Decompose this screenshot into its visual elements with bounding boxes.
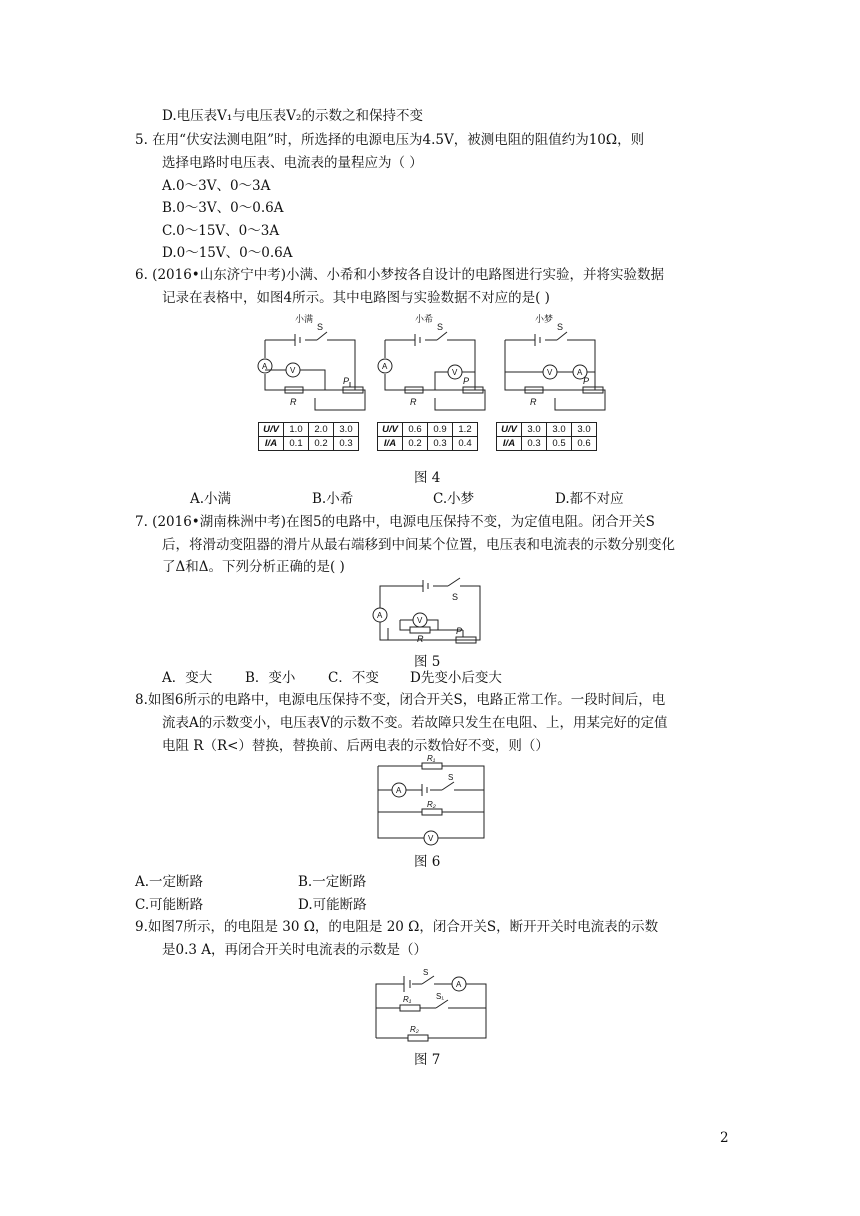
q5-stem-line1: 5. 在用“伏安法测电阻”时，所选择的电源电压为4.5V，被测电阻的阻值约为10Ω，则 — [135, 132, 645, 148]
q6-option-c: C.小梦 — [433, 491, 475, 507]
q9-stem-line1: 9.如图7所示，的电阻是 30 Ω，的电阻是 20 Ω，闭合开关S，断开开关时电流表的示数 — [135, 919, 659, 935]
q6-option-d: D.都不对应 — [555, 491, 624, 507]
svg-text:R: R — [417, 634, 424, 644]
svg-text:A: A — [382, 362, 388, 371]
q7-option-d: D先变小后变大 — [410, 670, 502, 686]
q6-option-b: B.小希 — [312, 491, 354, 507]
circuit-xiaoman — [258, 332, 365, 410]
svg-text:P: P — [456, 626, 463, 636]
table-xiaomeng: U/V 3.0 3.0 3.0 I/A 0.3 0.5 0.6 — [496, 422, 597, 451]
table-xiaoxi: U/V 0.6 0.9 1.2 I/A 0.2 0.3 0.4 — [377, 422, 478, 451]
svg-text:A: A — [396, 786, 402, 795]
q8-option-d: D.可能断路 — [298, 897, 367, 913]
svg-text:S: S — [452, 592, 459, 602]
circuit-xiaoxi — [378, 332, 485, 410]
table-xiaoman: U/V 1.0 2.0 3.0 I/A 0.1 0.2 0.3 — [258, 422, 359, 451]
q6-stem-line2: 记录在表格中，如图4所示。其中电路图与实验数据不对应的是( ) — [162, 290, 550, 306]
svg-text:A: A — [577, 368, 583, 377]
figure-4-circuits — [255, 310, 615, 420]
q7-option-c: C．不变 — [328, 670, 379, 686]
svg-text:R: R — [530, 397, 537, 407]
q7-option-a: A．变大 — [162, 670, 213, 686]
svg-text:P: P — [343, 376, 350, 386]
svg-text:P: P — [583, 376, 590, 386]
q5-option-c: C.0～15V、0～3A — [162, 223, 280, 239]
figure-5-circuit — [368, 578, 488, 648]
q5-stem-line2: 选择电路时电压表、电流表的量程应为（ ） — [162, 155, 423, 171]
q6-stem-line1: 6. (2016•山东济宁中考)小满、小希和小梦按各自设计的电路图进行实验，并将实验数据 — [135, 267, 665, 283]
svg-text:V: V — [290, 366, 296, 375]
figure-6-circuit — [372, 754, 490, 848]
q8-stem-line2: 流表A的示数变小，电压表V的示数不变。若故障只发生在电阻、上，用某完好的定值 — [162, 715, 668, 731]
q9-stem-line2: 是0.3 A，再闭合开关时电流表的示数是（） — [162, 942, 428, 958]
q5-option-d: D.0～15V、0～0.6A — [162, 245, 293, 261]
svg-text:P: P — [463, 376, 470, 386]
q5-option-a: A.0～3V、0～3A — [162, 178, 271, 194]
svg-text:R: R — [410, 397, 417, 407]
svg-text:S: S — [317, 322, 324, 332]
figure-4-caption: 图 4 — [414, 470, 441, 486]
svg-text:V: V — [452, 368, 458, 377]
svg-text:V: V — [547, 368, 553, 377]
figure-7-circuit — [370, 962, 492, 1046]
svg-text:R₁: R₁ — [403, 995, 412, 1004]
page-number: 2 — [720, 1130, 729, 1146]
svg-text:S: S — [448, 773, 454, 782]
q8-option-a: A.一定断路 — [135, 874, 204, 890]
q8-option-b: B.一定断路 — [298, 874, 367, 890]
q6-option-a: A.小满 — [190, 491, 232, 507]
q5-option-b: B.0～3V、0～0.6A — [162, 200, 284, 216]
figure-7-caption: 图 7 — [414, 1052, 441, 1068]
q8-option-c: C.可能断路 — [135, 897, 204, 913]
svg-text:R: R — [290, 397, 297, 407]
svg-text:V: V — [428, 834, 434, 843]
svg-text:R₂: R₂ — [427, 800, 436, 809]
svg-text:A: A — [377, 611, 383, 620]
svg-text:S₁: S₁ — [436, 992, 445, 1001]
q7-stem-line2: 后，将滑动变阻器的滑片从最右端移到中间某个位置，电压表和电流表的示数分别变化 — [162, 537, 675, 553]
q7-option-b: B．变小 — [245, 670, 296, 686]
name-xiaoxi: 小希 — [415, 314, 434, 324]
q7-stem-line1: 7. (2016•湖南株洲中考)在图5的电路中，电源电压保持不变，为定值电阻。闭合开关S — [135, 514, 655, 530]
svg-text:S: S — [423, 968, 429, 977]
q8-stem-line1: 8.如图6所示的电路中，电源电压保持不变，闭合开关S，电路正常工作。一段时间后，电 — [135, 692, 666, 708]
svg-text:A: A — [262, 362, 268, 371]
svg-text:R₂: R₂ — [410, 1025, 419, 1034]
q8-stem-line3: 电阻 R（R<）替换，替换前、后两电表的示数恰好不变，则（） — [162, 738, 549, 754]
svg-text:A: A — [456, 980, 462, 989]
figure-6-caption: 图 6 — [414, 854, 441, 870]
name-xiaoman: 小满 — [295, 314, 314, 324]
svg-text:S: S — [437, 322, 444, 332]
q4-option-d: D.电压表V₁与电压表V₂的示数之和保持不变 — [162, 108, 423, 124]
circuit-xiaomeng — [505, 332, 605, 410]
svg-text:V: V — [417, 616, 423, 625]
name-xiaomeng: 小梦 — [535, 314, 554, 324]
svg-text:S: S — [557, 322, 564, 332]
q7-stem-line3: 了Δ和Δ。下列分析正确的是( ) — [162, 559, 345, 575]
figure-5-caption: 图 5 — [414, 654, 441, 670]
svg-text:R₁: R₁ — [427, 754, 436, 763]
